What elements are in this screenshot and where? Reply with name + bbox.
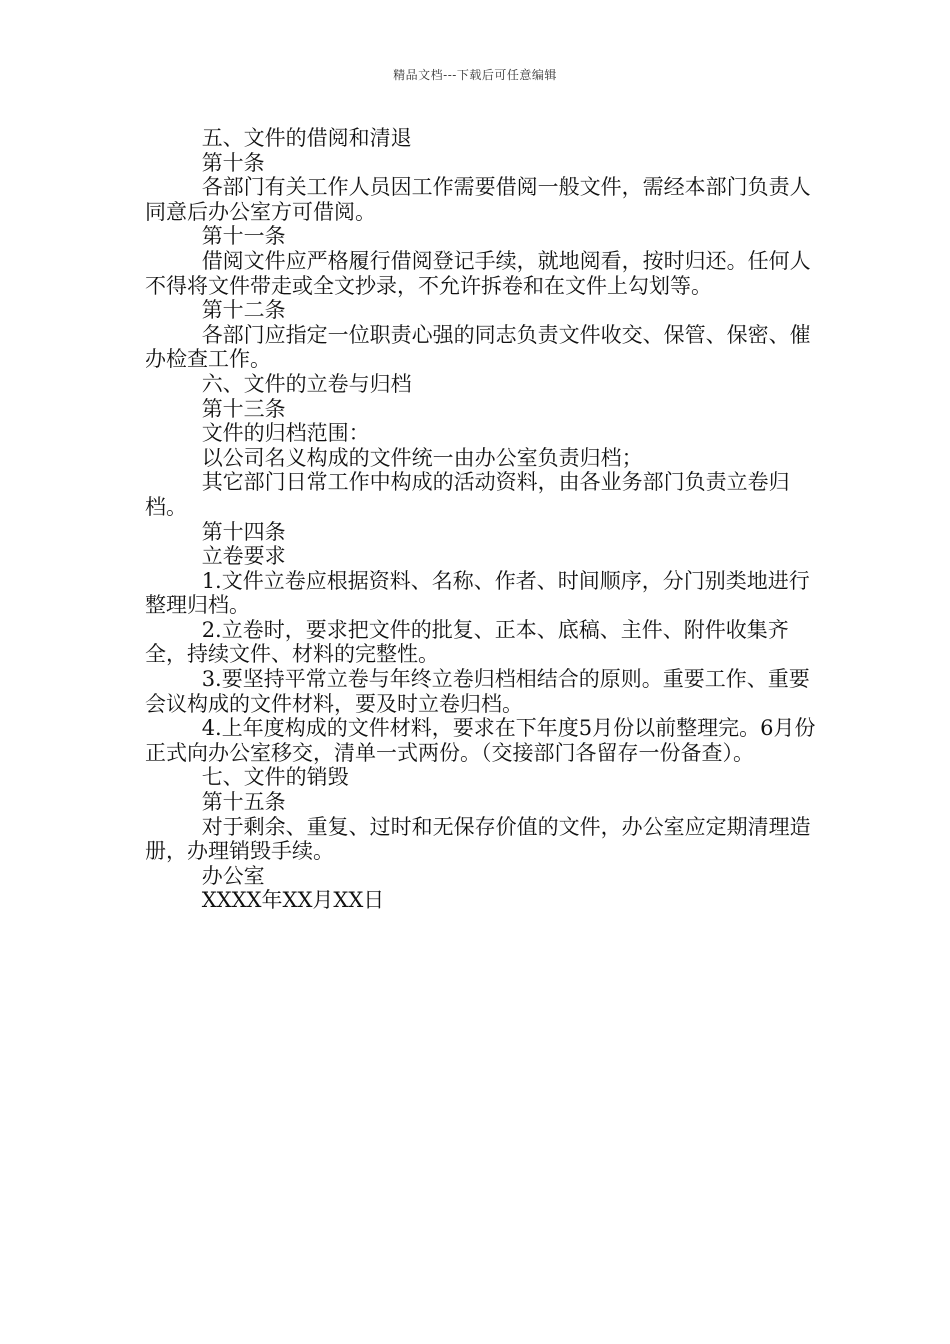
- signature-date: XXXX年XX月XX日: [201, 888, 385, 913]
- list-item: 4.上年度构成的文件材料，要求在下年度5月份以前整理完。6月份正式向办公室移交，清单一式两份。（交接部门各留存一份备查）。: [145, 716, 816, 765]
- paragraph: 各部门有关工作人员因工作需要借阅一般文件，需经本部门负责人同意后办公室方可借阅。: [145, 175, 811, 224]
- article-number: 第十一条: [201, 224, 286, 249]
- paragraph: 其它部门日常工作中构成的活动资料，由各业务部门负责立卷归档。: [145, 470, 790, 519]
- list-item: 3.要坚持平常立卷与年终立卷归档相结合的原则。重要工作、重要会议构成的文件材料，要及时立卷归档。: [145, 667, 810, 716]
- section-heading: 七、文件的销毁: [201, 765, 349, 790]
- paragraph: 对于剩余、重复、过时和无保存价值的文件，办公室应定期清理造册，办理销毁手续。: [145, 814, 811, 864]
- section-heading: 五、文件的借阅和清退: [201, 126, 412, 150]
- paragraph: 文件的归档范围：: [201, 421, 370, 446]
- paragraph: 各部门应指定一位职责心强的同志负责文件收交、保管、保密、催办检查工作。: [145, 322, 811, 372]
- paragraph: 立卷要求: [201, 544, 286, 569]
- list-item: 1.文件立卷应根据资料、名称、作者、时间顺序，分门别类地进行整理归档。: [145, 568, 810, 618]
- article-number: 第十五条: [201, 790, 286, 815]
- signature-office: 办公室: [201, 863, 265, 888]
- page-header-watermark: 精品文档---下载后可任意编辑: [393, 68, 557, 82]
- article-number: 第十三条: [201, 396, 286, 421]
- document-body: [145, 126, 825, 913]
- list-item: 2.立卷时，要求把文件的批复、正本、底稿、主件、附件收集齐全，持续文件、材料的完整性。: [145, 617, 789, 667]
- section-heading: 六、文件的立卷与归档: [201, 371, 412, 396]
- article-number: 第十二条: [201, 298, 286, 323]
- article-number: 第十条: [201, 150, 265, 175]
- article-number: 第十四条: [201, 519, 286, 544]
- paragraph: 借阅文件应严格履行借阅登记手续，就地阅看，按时归还。任何人不得将文件带走或全文抄录，不允许拆卷和在文件上勾划等。: [145, 248, 811, 298]
- paragraph: 以公司名义构成的文件统一由办公室负责归档；: [201, 445, 643, 470]
